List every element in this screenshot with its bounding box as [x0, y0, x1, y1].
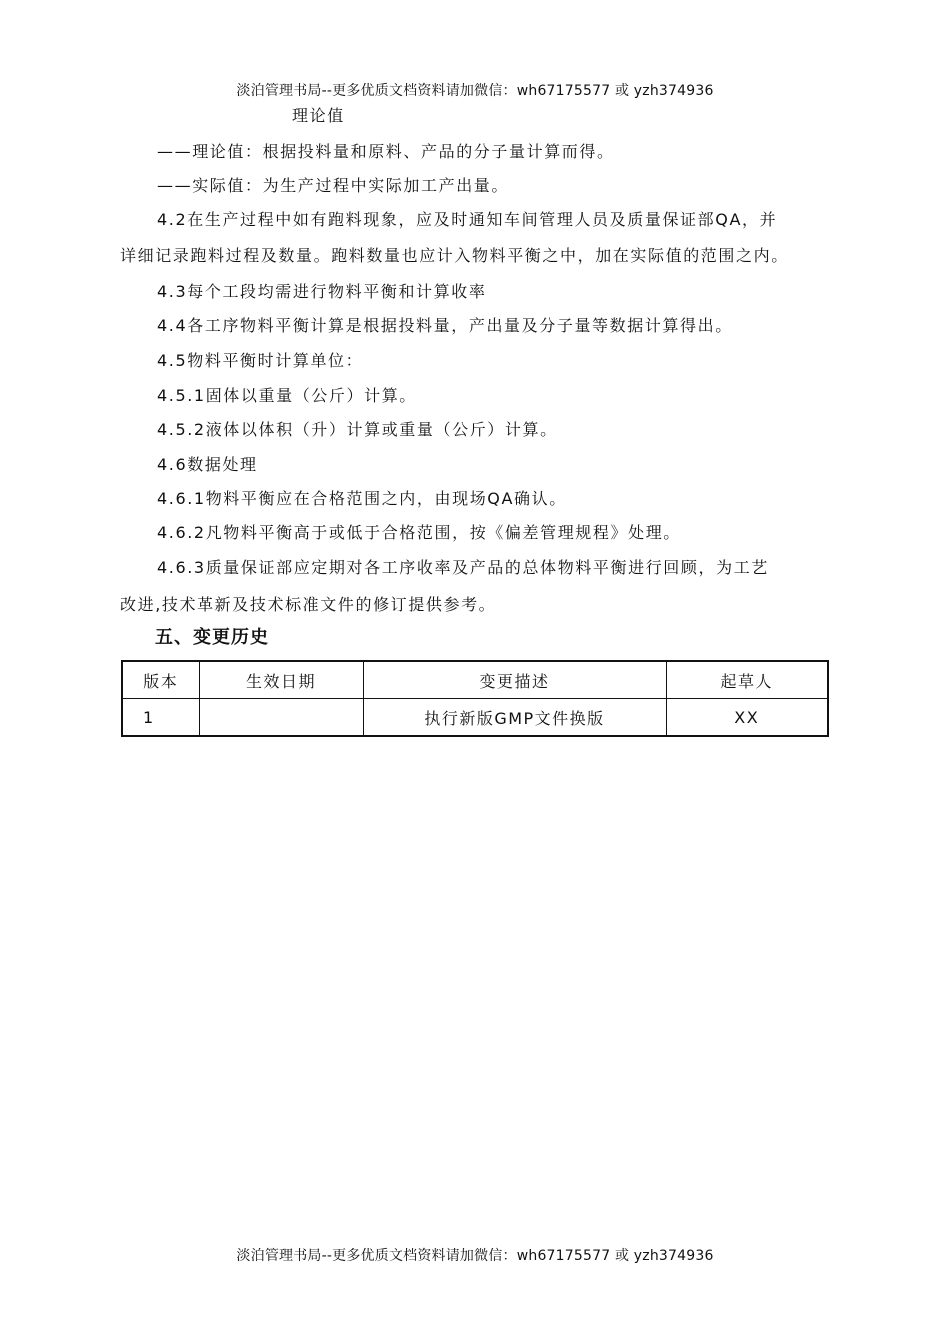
paragraph-4-2-cont: 详细记录跑料过程及数量。跑料数量也应计入物料平衡之中，加在实际值的范围之内。 [120, 246, 789, 265]
header-drafter: 起草人 [666, 661, 828, 699]
header-version: 版本 [122, 661, 199, 699]
cell-version: 1 [122, 699, 199, 737]
section-title-change-history: 五、变更历史 [155, 627, 269, 648]
paragraph-4-6-3: 4.6.3质量保证部应定期对各工序收率及产品的总体物料平衡进行回顾，为工艺 [157, 558, 769, 577]
paragraph-4-3: 4.3每个工段均需进行物料平衡和计算收率 [157, 282, 487, 301]
header-effective-date: 生效日期 [199, 661, 363, 699]
paragraph-4-6-1: 4.6.1物料平衡应在合格范围之内，由现场QA确认。 [157, 489, 567, 508]
cell-effective-date [199, 699, 363, 737]
paragraph-4-6: 4.6数据处理 [157, 455, 258, 474]
paragraph-4-6-3-cont: 改进,技术革新及技术标准文件的修订提供参考。 [120, 595, 497, 614]
page-header: 淡泊管理书局--更多优质文档资料请加微信：wh67175577 或 yzh374936 [236, 83, 714, 99]
paragraph-4-5-1: 4.5.1固体以重量（公斤）计算。 [157, 386, 417, 405]
table-row [122, 699, 828, 737]
paragraph-actual-value: ——实际值：为生产过程中实际加工产出量。 [157, 176, 510, 195]
paragraph-4-6-2: 4.6.2凡物料平衡高于或低于合格范围，按《偏差管理规程》处理。 [157, 523, 681, 542]
formula-denominator: 理论值 [292, 106, 345, 125]
page-footer: 淡泊管理书局--更多优质文档资料请加微信：wh67175577 或 yzh374936 [236, 1248, 714, 1264]
cell-change-description: 执行新版GMP文件换版 [363, 699, 666, 737]
paragraph-4-4: 4.4各工序物料平衡计算是根据投料量，产出量及分子量等数据计算得出。 [157, 316, 733, 335]
paragraph-theoretical-value: ——理论值：根据投料量和原料、产品的分子量计算而得。 [157, 142, 615, 161]
cell-drafter: XX [666, 699, 828, 737]
paragraph-4-5: 4.5物料平衡时计算单位： [157, 351, 364, 370]
header-change-description: 变更描述 [363, 661, 666, 699]
paragraph-4-5-2: 4.5.2液体以体积（升）计算或重量（公斤）计算。 [157, 420, 558, 439]
paragraph-4-2: 4.2在生产过程中如有跑料现象，应及时通知车间管理人员及质量保证部QA，并 [157, 210, 778, 229]
change-history-table [121, 660, 829, 737]
table-header-row [122, 661, 828, 699]
